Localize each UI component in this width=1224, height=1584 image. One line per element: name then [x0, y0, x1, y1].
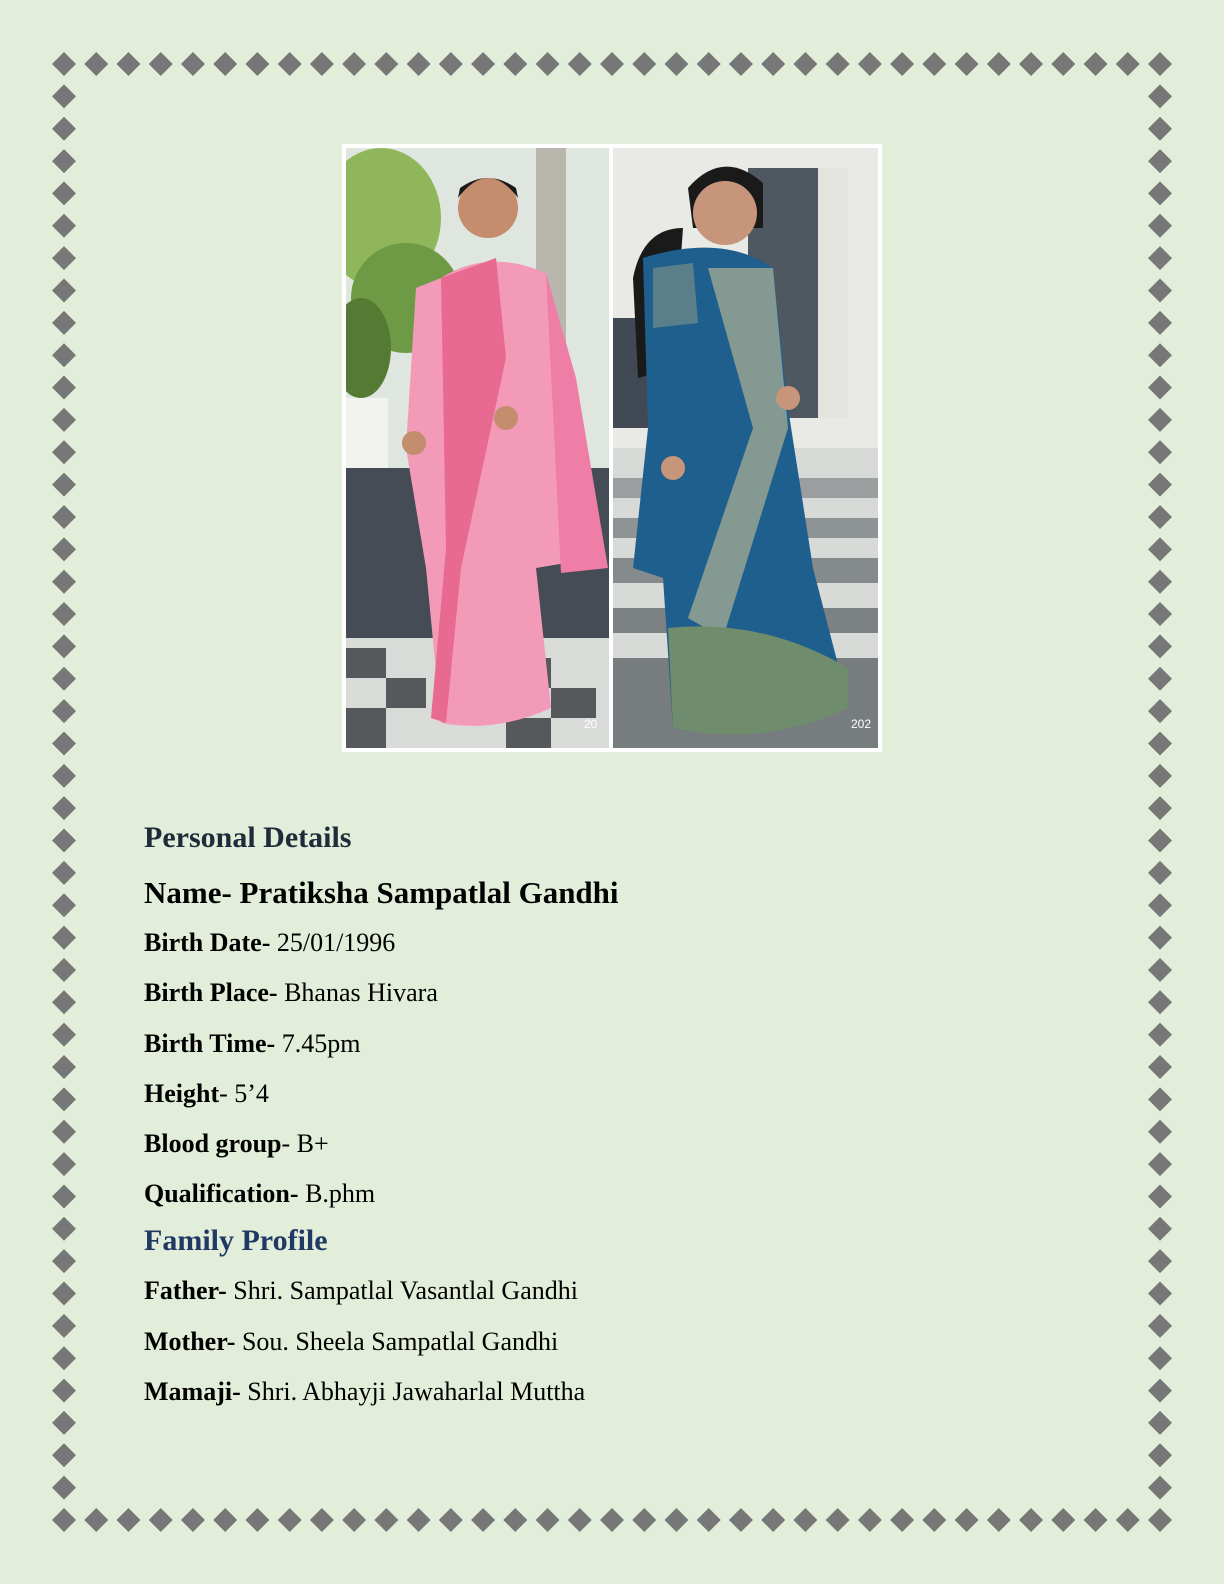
border-diamond [1148, 246, 1172, 270]
border-diamond [1148, 602, 1172, 626]
border-diamond [1148, 537, 1172, 561]
border-diamond [1148, 84, 1172, 108]
border-diamond [632, 52, 656, 76]
border-diamond [729, 1508, 753, 1532]
border-diamond [52, 117, 76, 141]
border-diamond [52, 278, 76, 302]
name-label: Name- [144, 875, 232, 910]
border-diamond [1148, 1087, 1172, 1111]
photo-corner-text: 202 [851, 717, 872, 731]
border-diamond [149, 52, 173, 76]
border-diamond [52, 149, 76, 173]
row-label: Blood group [144, 1128, 282, 1158]
border-diamond [52, 893, 76, 917]
border-diamond [52, 537, 76, 561]
border-diamond [922, 52, 946, 76]
border-diamond [1148, 505, 1172, 529]
row-value: Shri. Sampatlal Vasantlal Gandhi [233, 1276, 578, 1306]
border-diamond [310, 52, 334, 76]
border-diamond [922, 1508, 946, 1532]
border-diamond [1148, 376, 1172, 400]
birth-place-row [144, 977, 1124, 1008]
border-diamond [1148, 1152, 1172, 1176]
border-diamond [1116, 1508, 1140, 1532]
row-value: Bhanas Hivara [284, 978, 438, 1008]
border-diamond [52, 796, 76, 820]
border-diamond [52, 764, 76, 788]
border-diamond [697, 52, 721, 76]
border-diamond [52, 1411, 76, 1435]
border-diamond [826, 52, 850, 76]
border-diamond [1148, 1379, 1172, 1403]
border-diamond [1148, 731, 1172, 755]
personal-details-heading: Personal Details [144, 821, 352, 854]
family-profile-heading: Family Profile [144, 1224, 328, 1258]
border-diamond [471, 1508, 495, 1532]
border-diamond [52, 731, 76, 755]
border-diamond [1019, 52, 1043, 76]
father-row [144, 1275, 1124, 1306]
border-diamond [52, 1087, 76, 1111]
border-diamond [310, 1508, 334, 1532]
border-diamond [52, 1217, 76, 1241]
border-diamond [1148, 829, 1172, 853]
border-diamond [1148, 764, 1172, 788]
border-diamond [1148, 278, 1172, 302]
border-diamond [1051, 1508, 1075, 1532]
border-diamond [503, 1508, 527, 1532]
border-diamond [1084, 1508, 1108, 1532]
border-diamond [52, 1508, 76, 1532]
border-diamond [761, 1508, 785, 1532]
border-diamond [1148, 1346, 1172, 1370]
border-diamond [278, 52, 302, 76]
border-diamond [987, 52, 1011, 76]
border-diamond [793, 1508, 817, 1532]
border-diamond [890, 1508, 914, 1532]
border-diamond [1148, 1120, 1172, 1144]
border-diamond [439, 1508, 463, 1532]
border-diamond [1148, 1476, 1172, 1500]
border-diamond [1148, 311, 1172, 335]
border-diamond [52, 990, 76, 1014]
border-diamond [1148, 570, 1172, 594]
border-diamond [149, 1508, 173, 1532]
row-label: Mamaji- [144, 1376, 241, 1406]
border-diamond [1116, 52, 1140, 76]
birth-time-row [144, 1028, 1124, 1059]
border-diamond [407, 52, 431, 76]
border-diamond [52, 311, 76, 335]
border-diamond [342, 52, 366, 76]
border-diamond [697, 1508, 721, 1532]
border-diamond [1148, 1249, 1172, 1273]
border-diamond [1148, 1055, 1172, 1079]
border-diamond [536, 52, 560, 76]
border-diamond [1019, 1508, 1043, 1532]
border-diamond [52, 1152, 76, 1176]
border-diamond [52, 505, 76, 529]
border-diamond [1148, 667, 1172, 691]
border-diamond [503, 52, 527, 76]
row-value: - B+ [281, 1128, 329, 1158]
row-value: B.phm [305, 1179, 376, 1209]
border-diamond [1148, 1184, 1172, 1208]
border-diamond [439, 52, 463, 76]
border-diamond [116, 1508, 140, 1532]
row-label: Birth Date- [144, 928, 271, 958]
birth-date-row [144, 927, 1124, 958]
border-diamond [1148, 1411, 1172, 1435]
border-diamond [407, 1508, 431, 1532]
border-diamond [52, 570, 76, 594]
border-diamond [858, 52, 882, 76]
border-diamond [568, 1508, 592, 1532]
border-diamond [213, 52, 237, 76]
border-diamond [52, 1249, 76, 1273]
border-diamond [52, 440, 76, 464]
border-diamond [1148, 699, 1172, 723]
row-value: Shri. Abhayji Jawaharlal Muttha [247, 1376, 586, 1406]
border-diamond [1148, 1217, 1172, 1241]
border-diamond [955, 52, 979, 76]
border-diamond [600, 52, 624, 76]
border-diamond [1148, 117, 1172, 141]
border-diamond [664, 52, 688, 76]
border-diamond [278, 1508, 302, 1532]
border-diamond [181, 52, 205, 76]
border-diamond [471, 52, 495, 76]
border-diamond [52, 343, 76, 367]
border-diamond [52, 246, 76, 270]
row-value: - 5’4 [219, 1078, 269, 1108]
border-diamond [52, 1023, 76, 1047]
border-diamond [181, 1508, 205, 1532]
border-diamond [1148, 861, 1172, 885]
border-diamond [1148, 181, 1172, 205]
photo-corner-text: 20 [584, 717, 598, 731]
qualification-row [144, 1178, 1124, 1209]
border-diamond [52, 1379, 76, 1403]
row-label: Height [144, 1078, 220, 1108]
details-section [144, 820, 1124, 1407]
border-diamond [1148, 634, 1172, 658]
border-diamond [213, 1508, 237, 1532]
border-diamond [1148, 1282, 1172, 1306]
photo-frame [342, 144, 882, 752]
border-diamond [1148, 926, 1172, 950]
border-diamond [793, 52, 817, 76]
border-diamond [52, 1055, 76, 1079]
photo-blue-saree [613, 148, 878, 748]
border-diamond [52, 473, 76, 497]
border-diamond [84, 52, 108, 76]
border-diamond [664, 1508, 688, 1532]
border-diamond [568, 52, 592, 76]
border-diamond [52, 699, 76, 723]
border-diamond [1051, 52, 1075, 76]
mother-row [144, 1326, 1124, 1357]
border-diamond [1148, 990, 1172, 1014]
border-diamond [52, 1184, 76, 1208]
border-diamond [1084, 52, 1108, 76]
border-diamond [52, 634, 76, 658]
border-diamond [1148, 343, 1172, 367]
row-label: Birth Time- [144, 1028, 276, 1058]
border-diamond [1148, 893, 1172, 917]
border-diamond [1148, 408, 1172, 432]
border-diamond [1148, 214, 1172, 238]
border-diamond [52, 408, 76, 432]
border-diamond [52, 52, 76, 76]
border-diamond [1148, 149, 1172, 173]
photo-pink-saree [346, 148, 609, 748]
border-diamond [52, 1120, 76, 1144]
blood-group-row [144, 1128, 1124, 1159]
border-diamond [1148, 1314, 1172, 1338]
border-diamond [890, 52, 914, 76]
border-diamond [52, 84, 76, 108]
height-row [144, 1078, 1124, 1109]
mamaji-row [144, 1376, 1124, 1407]
border-diamond [52, 602, 76, 626]
border-diamond [116, 52, 140, 76]
row-value: 7.45pm [281, 1028, 361, 1058]
border-diamond [1148, 796, 1172, 820]
border-diamond [826, 1508, 850, 1532]
border-diamond [52, 214, 76, 238]
row-value: 25/01/1996 [276, 928, 396, 958]
border-diamond [245, 52, 269, 76]
border-diamond [1148, 473, 1172, 497]
border-diamond [52, 926, 76, 950]
border-diamond [1148, 958, 1172, 982]
border-diamond [52, 1346, 76, 1370]
border-diamond [52, 667, 76, 691]
border-diamond [1148, 1023, 1172, 1047]
border-diamond [84, 1508, 108, 1532]
border-diamond [632, 1508, 656, 1532]
row-label: Qualification- [144, 1179, 299, 1209]
name-value: Pratiksha Sampatlal Gandhi [239, 875, 619, 910]
border-diamond [52, 1314, 76, 1338]
border-diamond [52, 376, 76, 400]
row-label: Father- [144, 1276, 227, 1306]
border-diamond [1148, 1443, 1172, 1467]
border-diamond [52, 1443, 76, 1467]
border-diamond [536, 1508, 560, 1532]
border-diamond [52, 1476, 76, 1500]
border-diamond [52, 829, 76, 853]
border-diamond [1148, 1508, 1172, 1532]
border-diamond [52, 958, 76, 982]
border-diamond [1148, 440, 1172, 464]
row-label: Mother- [144, 1326, 236, 1356]
border-diamond [342, 1508, 366, 1532]
name-line [144, 874, 1124, 911]
border-diamond [374, 52, 398, 76]
row-label: Birth Place- [144, 978, 278, 1008]
row-value: Sou. Sheela Sampatlal Gandhi [241, 1326, 559, 1356]
border-diamond [955, 1508, 979, 1532]
border-diamond [52, 861, 76, 885]
border-diamond [245, 1508, 269, 1532]
border-diamond [52, 1282, 76, 1306]
border-diamond [858, 1508, 882, 1532]
border-diamond [729, 52, 753, 76]
border-diamond [374, 1508, 398, 1532]
border-diamond [761, 52, 785, 76]
border-diamond [52, 181, 76, 205]
border-diamond [987, 1508, 1011, 1532]
border-diamond [600, 1508, 624, 1532]
border-diamond [1148, 52, 1172, 76]
